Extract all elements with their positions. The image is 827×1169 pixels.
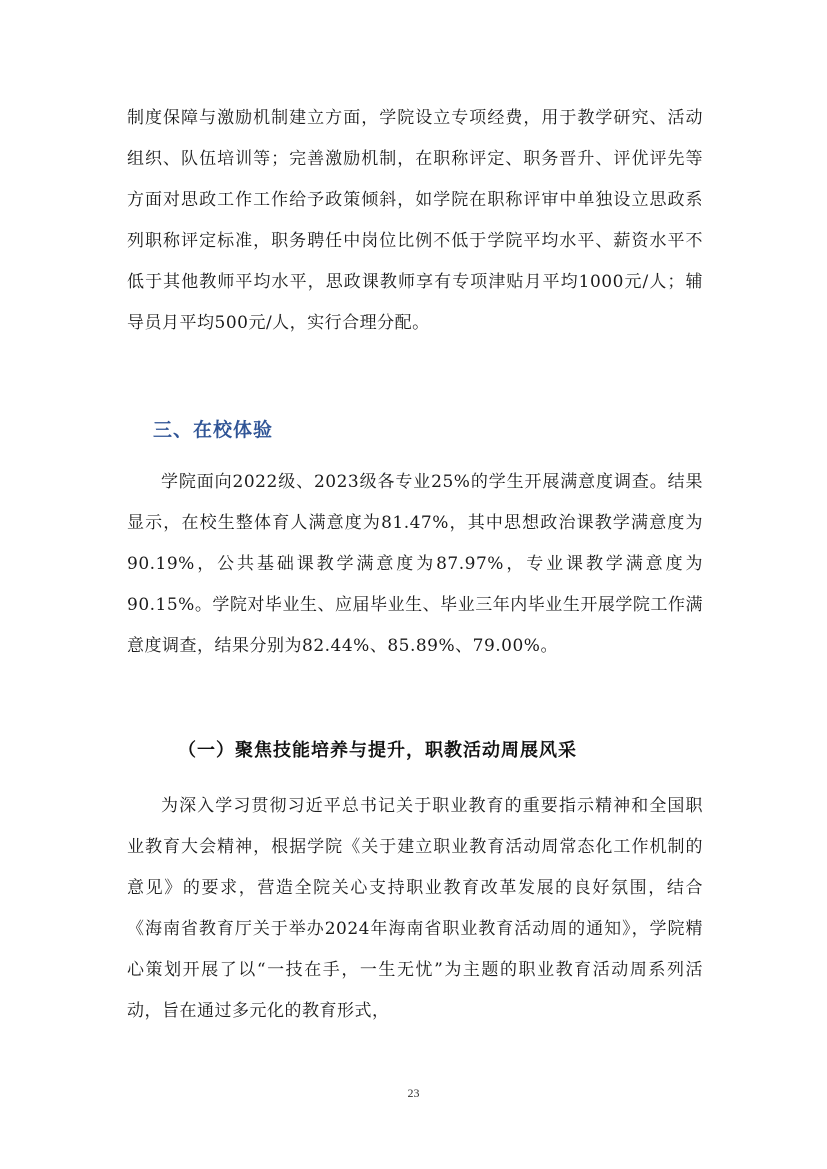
paragraph-vocational-week: 为深入学习贯彻习近平总书记关于职业教育的重要指示精神和全国职业教育大会精神，根据学院《关于建立职业教育活动周常态化工作机制的意见》的要求，营造全院关心支持职业教育改革发展的良好氛围，结合《海南省教育厅关于举办2024年海南省职业教育活动周的通知》，学院精心策划开展了以“一技在手，一生无忧”为主题的职业教育活动周系列活动，旨在通过多元化的教育形式， [127, 796, 703, 1021]
section-heading: 三、在校体验 [153, 419, 274, 441]
page-number: 23 [407, 1086, 420, 1100]
paragraph-satisfaction-survey: 学院面向2022级、2023级各专业25%的学生开展满意度调查。结果显示，在校生整体育人满意度为81.47%，其中思想政治课教学满意度为90.19%，公共基础课教学满意度为87.97%，专业课教学满意度为90.15%。学院对毕业生、应届毕业生、毕业三年内毕业生开展学院工作满意度调查，结果分别为82.44%、85.89%、79.00%。 [127, 472, 703, 656]
subsection-heading: （一）聚焦技能培养与提升，职教活动周展风采 [178, 740, 577, 761]
paragraph-incentive-mechanism: 制度保障与激励机制建立方面，学院设立专项经费，用于教学研究、活动组织、队伍培训等；完善激励机制，在职称评定、职务晋升、评优评先等方面对思政工作工作给予政策倾斜，如学院在职称评审中单独设立思政系列职称评定标准，职务聘任中岗位比例不低于学院平均水平、薪资水平不低于其他教师平均水平，思政课教师享有专项津贴月平均1000元/人；辅导员月平均500元/人，实行合理分配。 [127, 108, 703, 333]
